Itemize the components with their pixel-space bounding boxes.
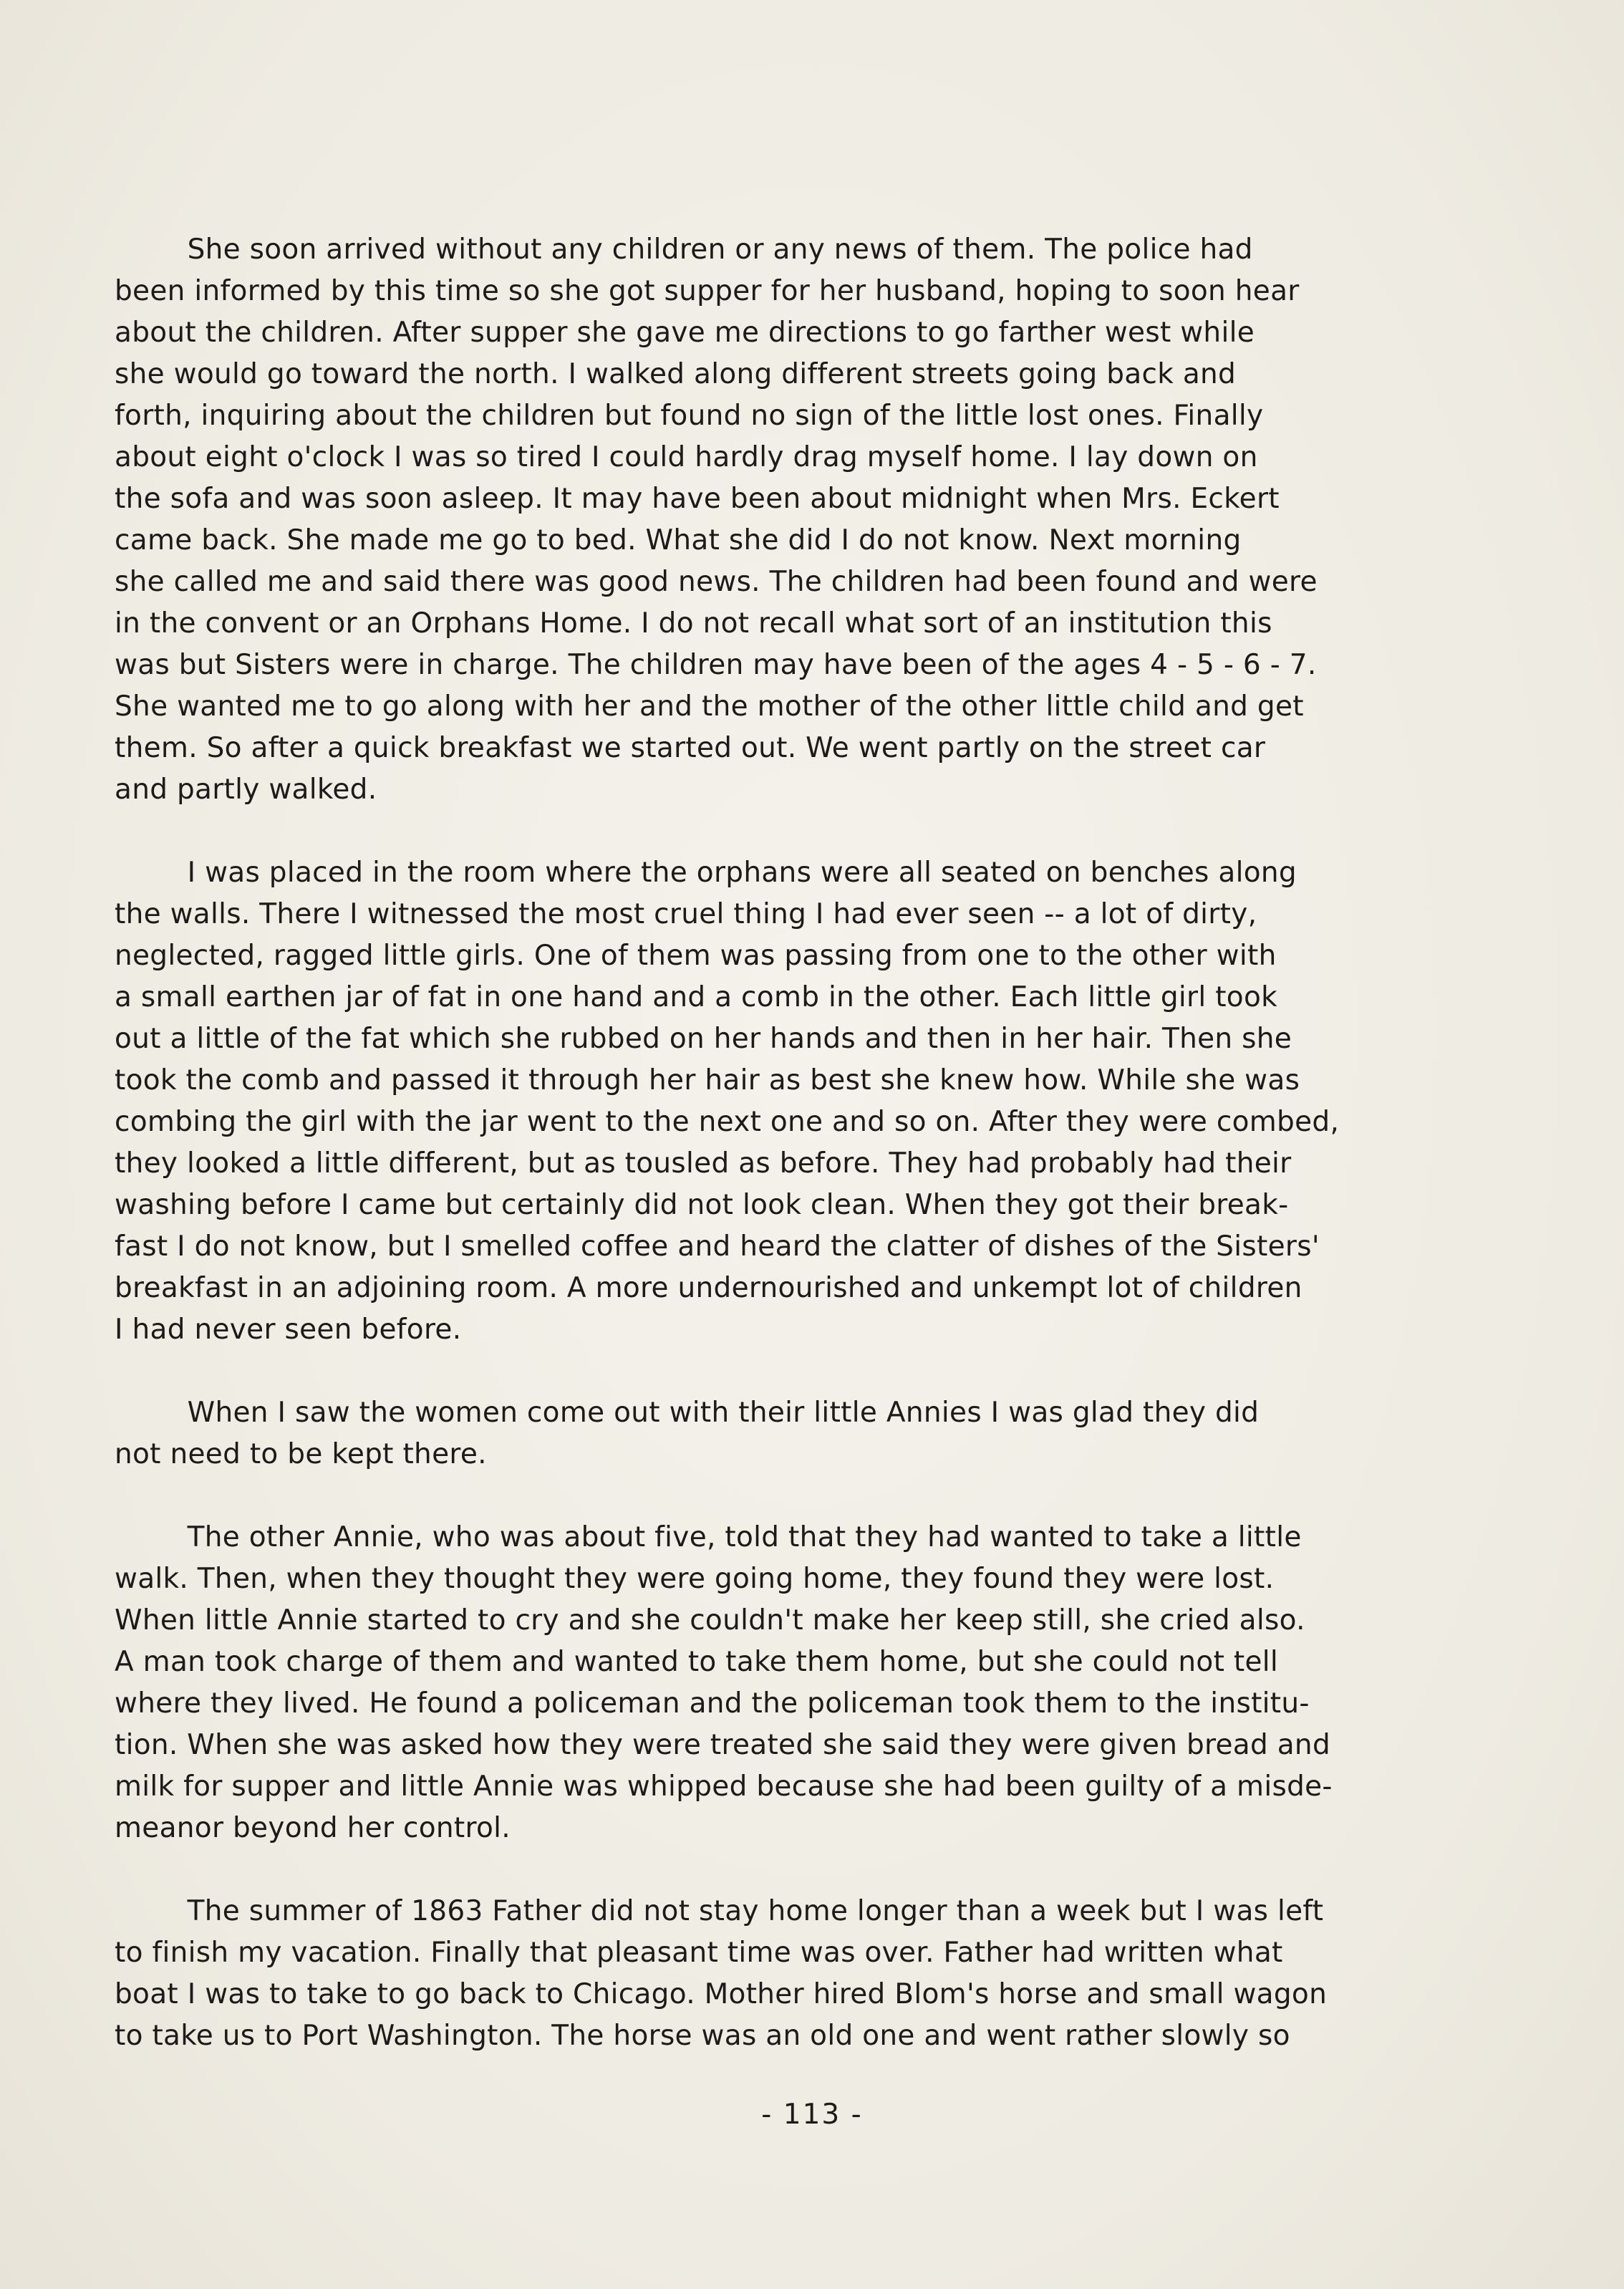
- paragraph: [115, 1392, 1518, 1475]
- text-line: to finish my vacation. Finally that pleasant time was over. Father had written what: [115, 1937, 1283, 1969]
- text-line: to take us to Port Washington. The horse was an old one and went rather slowly so: [115, 2020, 1290, 2052]
- paragraph: [115, 229, 1518, 811]
- text-line: was but Sisters were in charge. The children may have been of the ages 4 - 5 - 6 - 7.: [115, 649, 1317, 681]
- paragraph: [115, 1891, 1518, 2057]
- text-line: and partly walked.: [115, 774, 377, 806]
- text-line: boat I was to take to go back to Chicago. Mother hired Blom's horse and small wagon: [115, 1978, 1328, 2010]
- text-line: When I saw the women come out with their little Annies I was glad they did: [115, 1397, 1260, 1429]
- text-line: she would go toward the north. I walked along different streets going back and: [115, 358, 1237, 390]
- text-line: forth, inquiring about the children but found no sign of the little lost ones. Finally: [115, 400, 1264, 432]
- text-line: in the convent or an Orphans Home. I do not recall what sort of an institution this: [115, 607, 1272, 640]
- text-line: came back. She made me go to bed. What she did I do not know. Next morning: [115, 524, 1242, 556]
- text-line: about eight o'clock I was so tired I could hardly drag myself home. I lay down on: [115, 441, 1258, 473]
- text-line: meanor beyond her control.: [115, 1812, 511, 1844]
- text-line: been informed by this time so she got supper for her husband, hoping to soon hear: [115, 275, 1300, 307]
- text-line: I was placed in the room where the orphans were all seated on benches along: [115, 857, 1297, 889]
- text-line: She soon arrived without any children or any news of them. The police had: [115, 233, 1253, 266]
- text-line: them. So after a quick breakfast we started out. We went partly on the street car: [115, 732, 1266, 764]
- text-line: When little Annie started to cry and she couldn't make her keep still, she cried also.: [115, 1604, 1305, 1637]
- text-line: milk for supper and little Annie was whipped because she had been guilty of a misde-: [115, 1770, 1333, 1803]
- text-line: she called me and said there was good news. The children had been found and were: [115, 566, 1318, 598]
- text-line: combing the girl with the jar went to the next one and so on. After they were combed,: [115, 1106, 1340, 1138]
- paragraph: [115, 852, 1518, 1351]
- text-line: She wanted me to go along with her and the mother of the other little child and get: [115, 690, 1304, 723]
- text-line: the sofa and was soon asleep. It may have been about midnight when Mrs. Eckert: [115, 483, 1280, 515]
- text-line: I had never seen before.: [115, 1314, 462, 1346]
- body-text: [115, 229, 1518, 2098]
- paragraph: [115, 1517, 1518, 1849]
- text-line: The other Annie, who was about five, told that they had wanted to take a little: [115, 1521, 1302, 1553]
- text-line: The summer of 1863 Father did not stay home longer than a week but I was left: [115, 1895, 1324, 1927]
- text-line: walk. Then, when they thought they were going home, they found they were lost.: [115, 1563, 1275, 1595]
- text-line: A man took charge of them and wanted to take them home, but she could not tell: [115, 1646, 1279, 1678]
- text-line: breakfast in an adjoining room. A more undernourished and unkempt lot of children: [115, 1272, 1302, 1304]
- page-number: - 113 -: [761, 2098, 863, 2131]
- text-line: washing before I came but certainly did not look clean. When they got their break-: [115, 1189, 1289, 1221]
- text-line: a small earthen jar of fat in one hand and a comb in the other. Each little girl took: [115, 981, 1278, 1013]
- text-line: neglected, ragged little girls. One of them was passing from one to the other with: [115, 940, 1277, 972]
- text-line: the walls. There I witnessed the most cruel thing I had ever seen -- a lot of dirty,: [115, 898, 1257, 930]
- text-line: took the comb and passed it through her hair as best she knew how. While she was: [115, 1064, 1300, 1097]
- text-line: not need to be kept there.: [115, 1438, 487, 1470]
- text-line: fast I do not know, but I smelled coffee and heard the clatter of dishes of the Sisters': [115, 1230, 1320, 1263]
- text-line: out a little of the fat which she rubbed on her hands and then in her hair. Then she: [115, 1023, 1292, 1055]
- text-line: they looked a little different, but as tousled as before. They had probably had their: [115, 1147, 1292, 1180]
- text-line: about the children. After supper she gave me directions to go farther west while: [115, 317, 1255, 349]
- text-line: tion. When she was asked how they were treated she said they were given bread and: [115, 1729, 1331, 1761]
- text-line: where they lived. He found a policeman and the policeman took them to the institu-: [115, 1687, 1310, 1720]
